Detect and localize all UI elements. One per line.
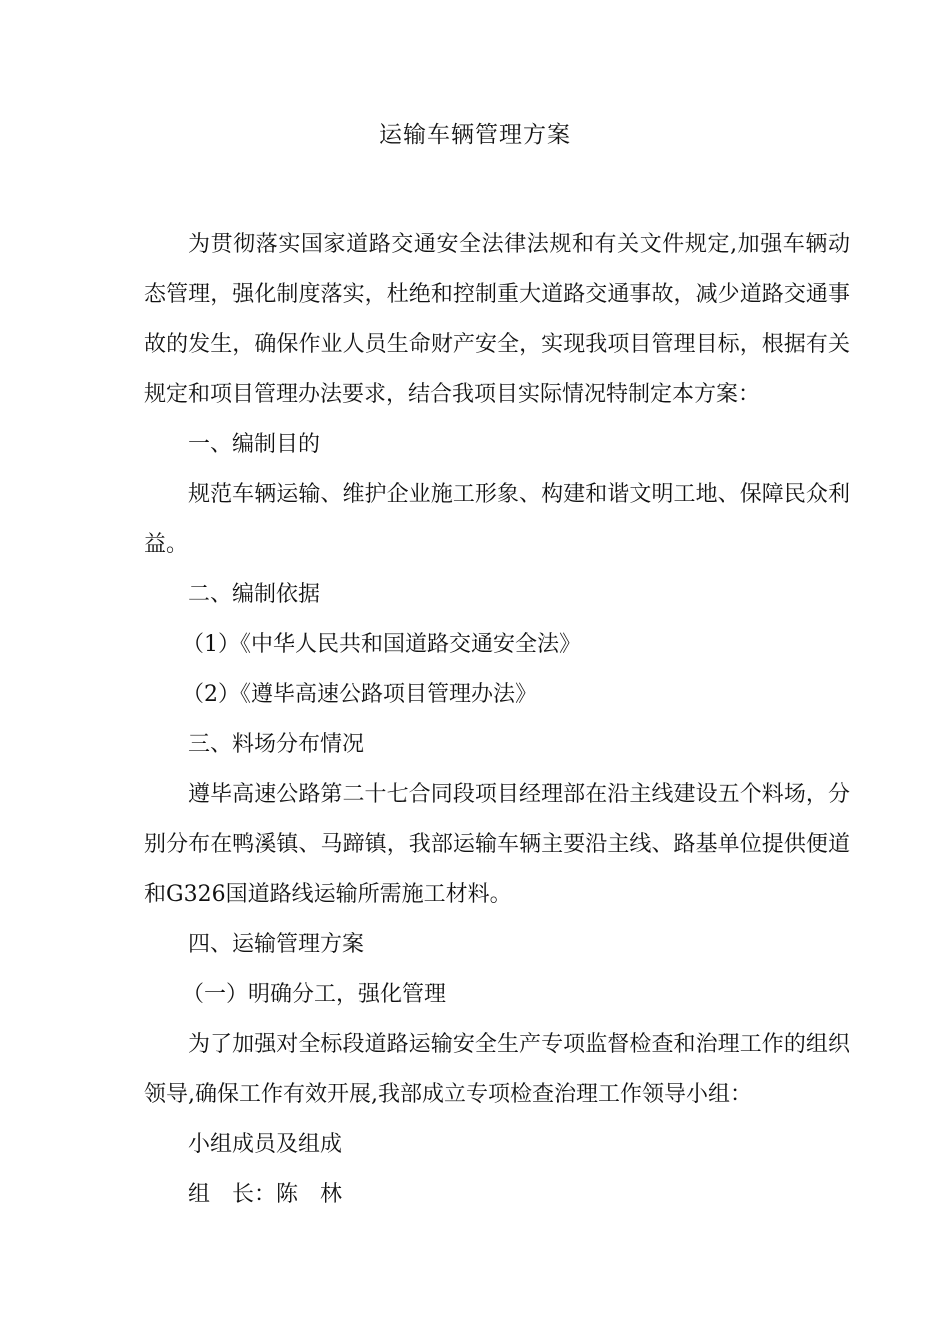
section-4-paragraph: 为了加强对全标段道路运输安全生产专项监督检查和治理工作的组织领导,确保工作有效开展,我部成立专项检查治理工作领导小组： xyxy=(144,1032,850,1107)
section-3-paragraph: 遵毕高速公路第二十七合同段项目经理部在沿主线建设五个料场，分别分布在鸭溪镇、马蹄镇，我部运输车辆主要沿主线、路基单位提供便道和G326国道路线运输所需施工材料。 xyxy=(144,782,850,907)
section-1-paragraph: 规范车辆运输、维护企业施工形象、构建和谐文明工地、保障民众利益。 xyxy=(144,482,850,557)
section-3-heading: 三、料场分布情况 xyxy=(188,732,365,757)
group-heading: 小组成员及组成 xyxy=(188,1132,343,1157)
leader-label: 组 长： xyxy=(188,1182,277,1207)
reference-item-1: （1）《中华人民共和国道路交通安全法》 xyxy=(182,632,581,657)
reference-item-2: （2）《遵毕高速公路项目管理办法》 xyxy=(182,682,537,707)
section-1-heading: 一、编制目的 xyxy=(188,432,321,457)
document-body xyxy=(144,220,850,1220)
leader-name: 陈 林 xyxy=(276,1182,343,1207)
leader-line xyxy=(144,1170,850,1220)
intro-paragraph: 为贯彻落实国家道路交通安全法律法规和有关文件规定,加强车辆动态管理，强化制度落实，杜绝和控制重大道路交通事故，减少道路交通事故的发生，确保作业人员生命财产安全，实现我项目管理目标，根据有关规定和项目管理办法要求，结合我项目实际情况特制定本方案： xyxy=(144,232,850,407)
section-2-heading: 二、编制依据 xyxy=(188,582,321,607)
document-title: 运输车辆管理方案 xyxy=(379,122,571,148)
section-4-subheading: （一）明确分工，强化管理 xyxy=(182,982,447,1007)
section-4-heading: 四、运输管理方案 xyxy=(188,932,365,957)
